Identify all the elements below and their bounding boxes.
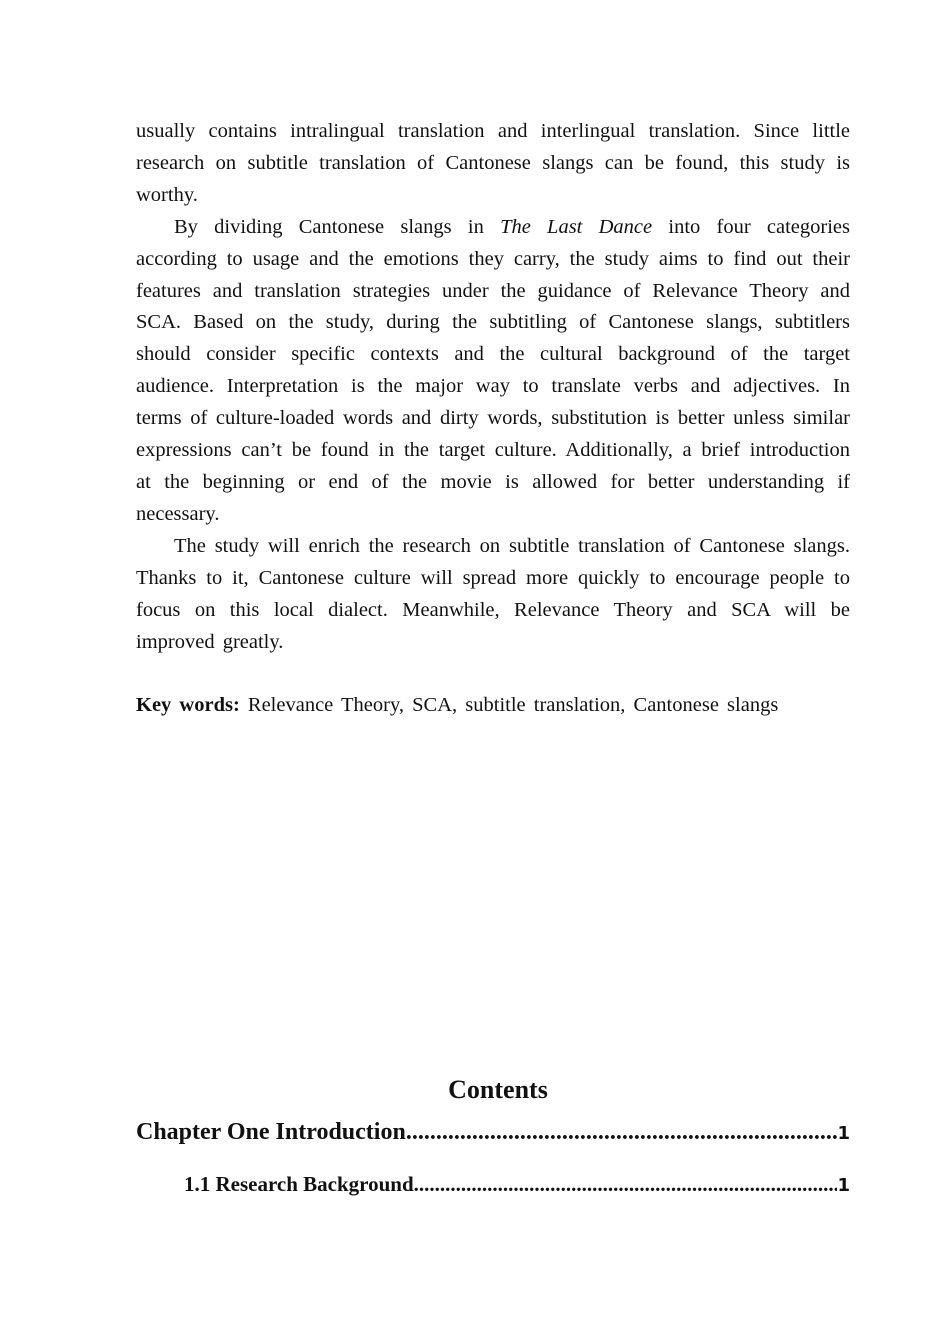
film-title: The Last Dance [500, 215, 653, 238]
paragraph-2-rest: into four categories according to usage and the emotions they carry, the study aims to find out their features and translation strategies under the guidance of Relevance Theory and SCA. Based on the study, during the subtitling of Cantonese slangs, subtitlers should consider specific contexts and the cultural background of the target audience. Interpretation is the major way to translate verbs and adjectives. In terms of culture-loaded words and dirty words, substitution is better unless similar expressions can’t be found in the target culture. Additionally, a brief introduction at the beginning or end of the movie is allowed for better understanding if necessary. [136, 215, 850, 525]
keywords-line [136, 690, 850, 722]
toc-leader-dots [414, 1164, 838, 1204]
paragraph-1: usually contains intralingual translation and interlingual translation. Since little research on subtitle translation of Cantonese slangs can be found, this study is worthy. [136, 120, 850, 206]
paragraph-2-start: By dividing Cantonese slangs in [174, 215, 501, 238]
toc-page-number: 1 [837, 1123, 850, 1144]
keywords-text: Relevance Theory, SCA, subtitle translation, Cantonese slangs [239, 694, 779, 717]
paragraph-2 [136, 212, 850, 531]
toc-entry-text: 1.1 Research Background [184, 1172, 414, 1196]
abstract-body [136, 116, 850, 722]
paragraph-3: The study will enrich the research on subtitle translation of Cantonese slangs. Thanks to it, Cantonese culture will spread more quickly to encourage people to focus on this local dialect. Meanwhile, Relevance Theory and SCA will be improved greatly. [136, 534, 850, 653]
toc-page-number: 1 [837, 1175, 850, 1196]
table-of-contents [136, 1070, 850, 1206]
toc-entry-research-background[interactable] [136, 1164, 850, 1206]
keywords-label: Key words: [136, 694, 240, 717]
contents-title: Contents [448, 1075, 548, 1104]
toc-leader-dots [406, 1112, 838, 1152]
toc-entry-chapter-one[interactable] [136, 1112, 850, 1154]
toc-entry-text: Chapter One Introduction [136, 1119, 406, 1145]
